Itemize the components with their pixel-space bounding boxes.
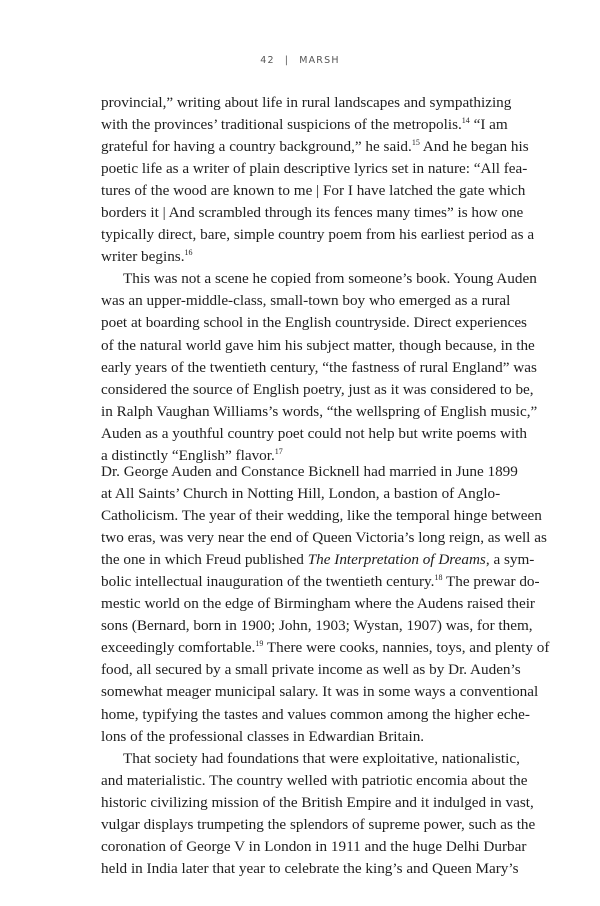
- text-line: [101, 593, 535, 615]
- page-number: 42: [260, 55, 275, 66]
- line-text-continued: There were cooks, nannies, toys, and plenty of: [263, 639, 550, 657]
- line-text: a distinctly “English” flavor.: [101, 446, 275, 464]
- line-text: grateful for having a country background,” he said.: [101, 138, 412, 156]
- text-line: [101, 312, 527, 334]
- footnote-marker: 17: [274, 446, 283, 456]
- running-title: MARSH: [299, 55, 340, 66]
- text-line: [101, 401, 538, 423]
- line-text: writer begins.: [101, 248, 185, 266]
- text-line: [101, 659, 521, 681]
- text-line: [101, 615, 533, 637]
- footnote-marker: 18: [434, 573, 443, 583]
- line-text: of the natural world gave him his subject matter, though because, in the: [101, 336, 535, 354]
- line-text: the one in which Freud published: [101, 551, 308, 569]
- line-text: Dr. George Auden and Constance Bicknell had married in June 1899: [101, 463, 518, 480]
- footnote-marker: 15: [411, 138, 420, 148]
- line-text: and materialistic. The country welled with patriotic encomia about the: [101, 771, 528, 789]
- line-text: tures of the wood are known to me | For I have latched the gate which: [101, 182, 526, 200]
- line-text-continued: , a sym-: [485, 551, 535, 569]
- line-text: exceedingly comfortable.: [101, 639, 256, 657]
- text-line: [101, 461, 518, 483]
- text-line: [101, 92, 512, 114]
- text-line: [101, 246, 500, 268]
- line-text: at All Saints’ Church in Notting Hill, London, a bastion of Anglo-: [101, 485, 501, 503]
- line-text: with the provinces’ traditional suspicions of the metropolis.: [101, 116, 462, 134]
- line-text-continued: And he began his: [419, 138, 529, 156]
- running-head: [0, 55, 600, 66]
- text-line: [101, 158, 528, 180]
- footnote-marker: 16: [184, 248, 193, 258]
- text-line: [101, 527, 547, 549]
- line-text: lons of the professional classes in Edwardian Britain.: [101, 727, 425, 745]
- text-line: [101, 836, 527, 858]
- text-line: [101, 423, 528, 445]
- text-line: [101, 202, 524, 224]
- line-text: That society had foundations that were exploitative, nationalistic,: [123, 749, 520, 767]
- text-line: [101, 637, 550, 659]
- book-title: The Interpretation of Dreams: [307, 551, 486, 569]
- line-text: poetic life as a writer of plain descriptive lyrics set in nature: “All fea-: [101, 160, 528, 178]
- text-line: [101, 704, 530, 726]
- text-line: [101, 792, 534, 814]
- line-text: sons (Bernard, born in 1900; John, 1903; Wystan, 1907) was, for them,: [101, 617, 533, 635]
- line-text: home, typifying the tastes and values common among the higher eche-: [101, 705, 530, 723]
- line-text: vulgar displays trumpeting the splendors of supreme power, such as the: [101, 815, 536, 833]
- line-text: coronation of George V in London in 1911 and the huge Delhi Durbar: [101, 837, 527, 855]
- line-text: Catholicism. The year of their wedding, like the temporal hinge between: [101, 507, 542, 525]
- text-line: [101, 224, 535, 246]
- line-text: in Ralph Vaughan Williams’s words, “the wellspring of English music,”: [101, 402, 538, 420]
- line-text: borders it | And scrambled through its fences many times” is how one: [101, 204, 524, 222]
- text-line: [101, 357, 537, 379]
- text-section-1: [101, 92, 538, 467]
- line-text: mestic world on the edge of Birmingham where the Audens raised their: [101, 595, 535, 613]
- text-line: [101, 681, 539, 703]
- text-line: [101, 814, 536, 836]
- text-line: [101, 290, 511, 312]
- line-text-continued: “I am: [469, 116, 508, 134]
- line-text: was an upper-middle-class, small-town boy who emerged as a rural: [101, 292, 511, 310]
- text-line: [101, 505, 542, 527]
- text-line: [101, 379, 534, 401]
- line-text: historic civilizing mission of the British Empire and it indulged in vast,: [101, 793, 534, 811]
- line-text: early years of the twentieth century, “the fastness of rural England” was: [101, 358, 537, 376]
- line-text: poet at boarding school in the English countryside. Direct experiences: [101, 314, 527, 332]
- text-line: [101, 268, 537, 290]
- line-text: two eras, was very near the end of Queen Victoria’s long reign, as well as: [101, 529, 547, 547]
- line-text: This was not a scene he copied from someone’s book. Young Auden: [123, 270, 537, 288]
- text-section-2: [101, 461, 550, 880]
- text-line: [101, 335, 535, 357]
- text-line: [101, 114, 508, 136]
- text-line: [101, 770, 528, 792]
- line-text: Auden as a youthful country poet could not help but write poems with: [101, 424, 528, 442]
- text-line: [101, 571, 540, 593]
- text-line: [101, 180, 526, 202]
- line-text-continued: The prewar do-: [442, 573, 540, 591]
- line-text: considered the source of English poetry, just as it was considered to be,: [101, 380, 534, 398]
- line-text: bolic intellectual inauguration of the twentieth century.: [101, 573, 435, 591]
- text-line: [101, 483, 500, 505]
- footnote-marker: 19: [255, 639, 264, 649]
- line-text: held in India later that year to celebrate the king’s and Queen Mary’s: [101, 859, 519, 877]
- line-text: somewhat meager municipal salary. It was in some ways a conventional: [101, 683, 539, 701]
- line-text: provincial,” writing about life in rural landscapes and sympathizing: [101, 94, 512, 111]
- header-separator: |: [284, 55, 290, 66]
- text-line: [101, 748, 520, 770]
- footnote-marker: 14: [461, 116, 470, 126]
- text-line: [101, 858, 519, 880]
- text-line: [101, 136, 529, 158]
- text-line: [101, 549, 535, 571]
- text-line: [101, 726, 500, 748]
- line-text: typically direct, bare, simple country poem from his earliest period as a: [101, 226, 535, 244]
- line-text: food, all secured by a small private income as well as by Dr. Auden’s: [101, 661, 521, 679]
